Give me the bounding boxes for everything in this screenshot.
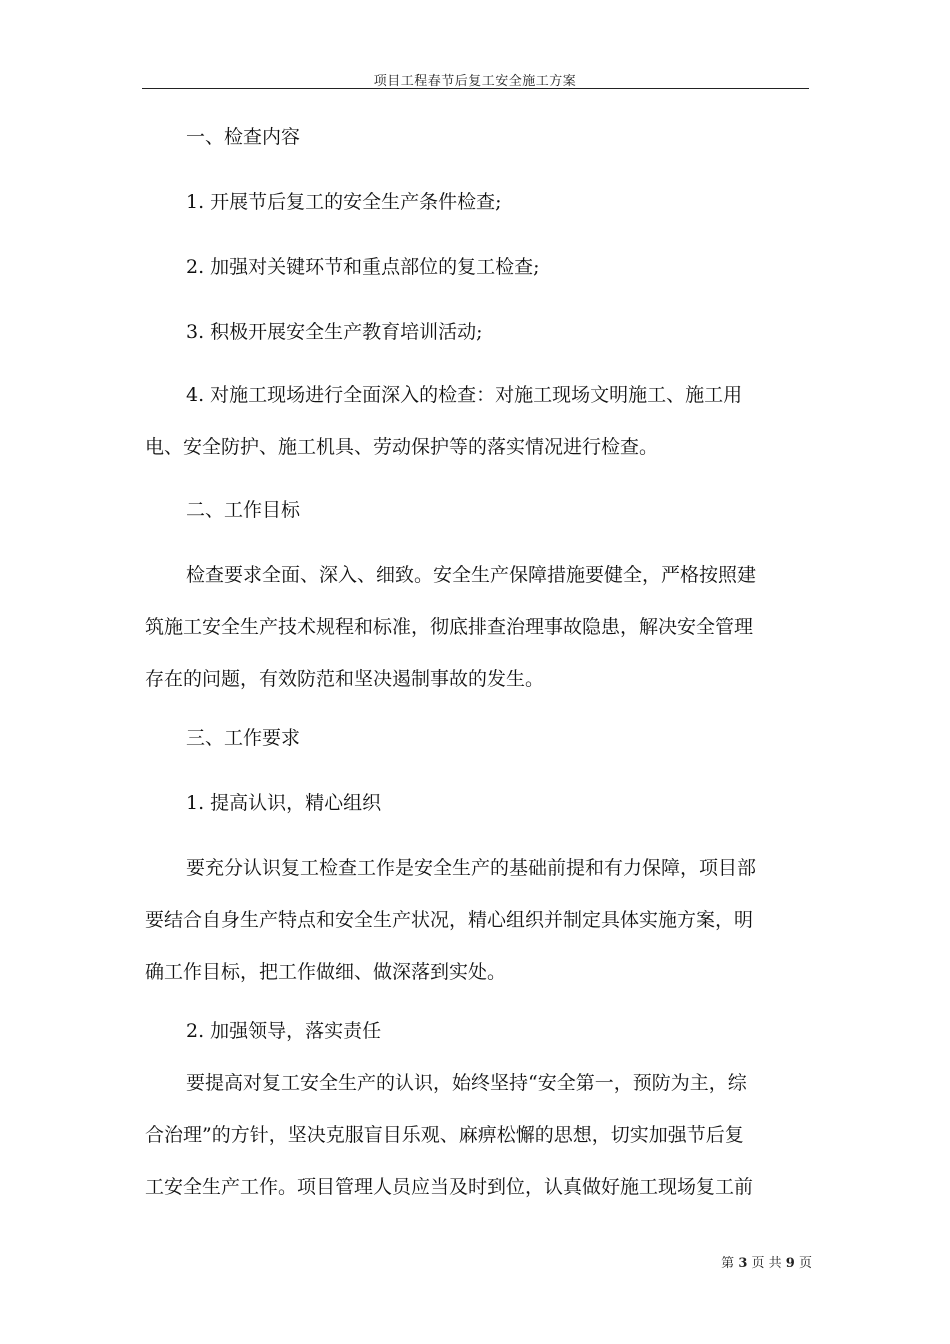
paragraph-line: 电、安全防护、施工机具、劳动保护等的落实情况进行检查。 [145,436,659,458]
paragraph-line: 检查要求全面、深入、细致。安全生产保障措施要健全，严格按照建 [186,564,757,586]
list-item-2 [145,241,811,293]
paragraph-line: 1. 提高认识，精心组织 [186,792,382,814]
section-heading-work-requirements [145,712,811,764]
paragraph-line: 3. 积极开展安全生产教育培训活动; [186,321,483,343]
paragraph-line: 合治理”的方针，坚决克服盲目乐观、麻痹松懈的思想，切实加强节后复 [145,1124,744,1146]
subheading-raise-awareness [145,777,811,829]
paragraph-line: 4. 对施工现场进行全面深入的检查：对施工现场文明施工、施工用 [186,384,743,406]
footer-prefix: 第 [721,1256,735,1271]
section-heading-inspection-content [145,111,811,163]
list-item-1 [145,176,811,228]
paragraph-line: 2. 加强领导，落实责任 [186,1020,382,1042]
running-header-title: 项目工程春节后复工安全施工方案 [373,74,577,89]
page-number-footer [680,1252,812,1271]
footer-suffix: 页 [798,1256,812,1271]
paragraph-line: 二、工作目标 [186,499,301,521]
footer-middle: 页 共 [751,1256,782,1271]
paragraph-raise-awareness [145,842,811,998]
paragraph-line: 一、检查内容 [186,126,301,148]
total-pages-number: 9 [785,1256,795,1271]
paragraph-line: 要结合自身生产特点和安全生产状况，精心组织并制定具体实施方案，明 [145,909,754,931]
paragraph-line: 要提高对复工安全生产的认识，始终坚持“安全第一，预防为主，综 [186,1072,747,1094]
paragraph-line: 工安全生产工作。项目管理人员应当及时到位，认真做好施工现场复工前 [145,1176,754,1198]
paragraph-line: 存在的问题，有效防范和坚决遏制事故的发生。 [145,668,545,690]
paragraph-work-goals [145,549,811,705]
paragraph-line: 1. 开展节后复工的安全生产条件检查; [186,191,502,213]
paragraph-line: 三、工作要求 [186,727,301,749]
list-item-3 [145,306,811,358]
paragraph-line: 2. 加强对关键环节和重点部位的复工检查; [186,256,540,278]
paragraph-strengthen-leadership [145,1057,811,1213]
paragraph-line: 筑施工安全生产技术规程和标准，彻底排查治理事故隐患，解决安全管理 [145,616,754,638]
subheading-strengthen-leadership [145,1005,811,1057]
paragraph-line: 要充分认识复工检查工作是安全生产的基础前提和有力保障，项目部 [186,857,757,879]
section-heading-work-goals [145,484,811,536]
list-item-4 [145,369,811,473]
current-page-number: 3 [738,1256,748,1271]
paragraph-line: 确工作目标，把工作做细、做深落到实处。 [145,961,507,983]
